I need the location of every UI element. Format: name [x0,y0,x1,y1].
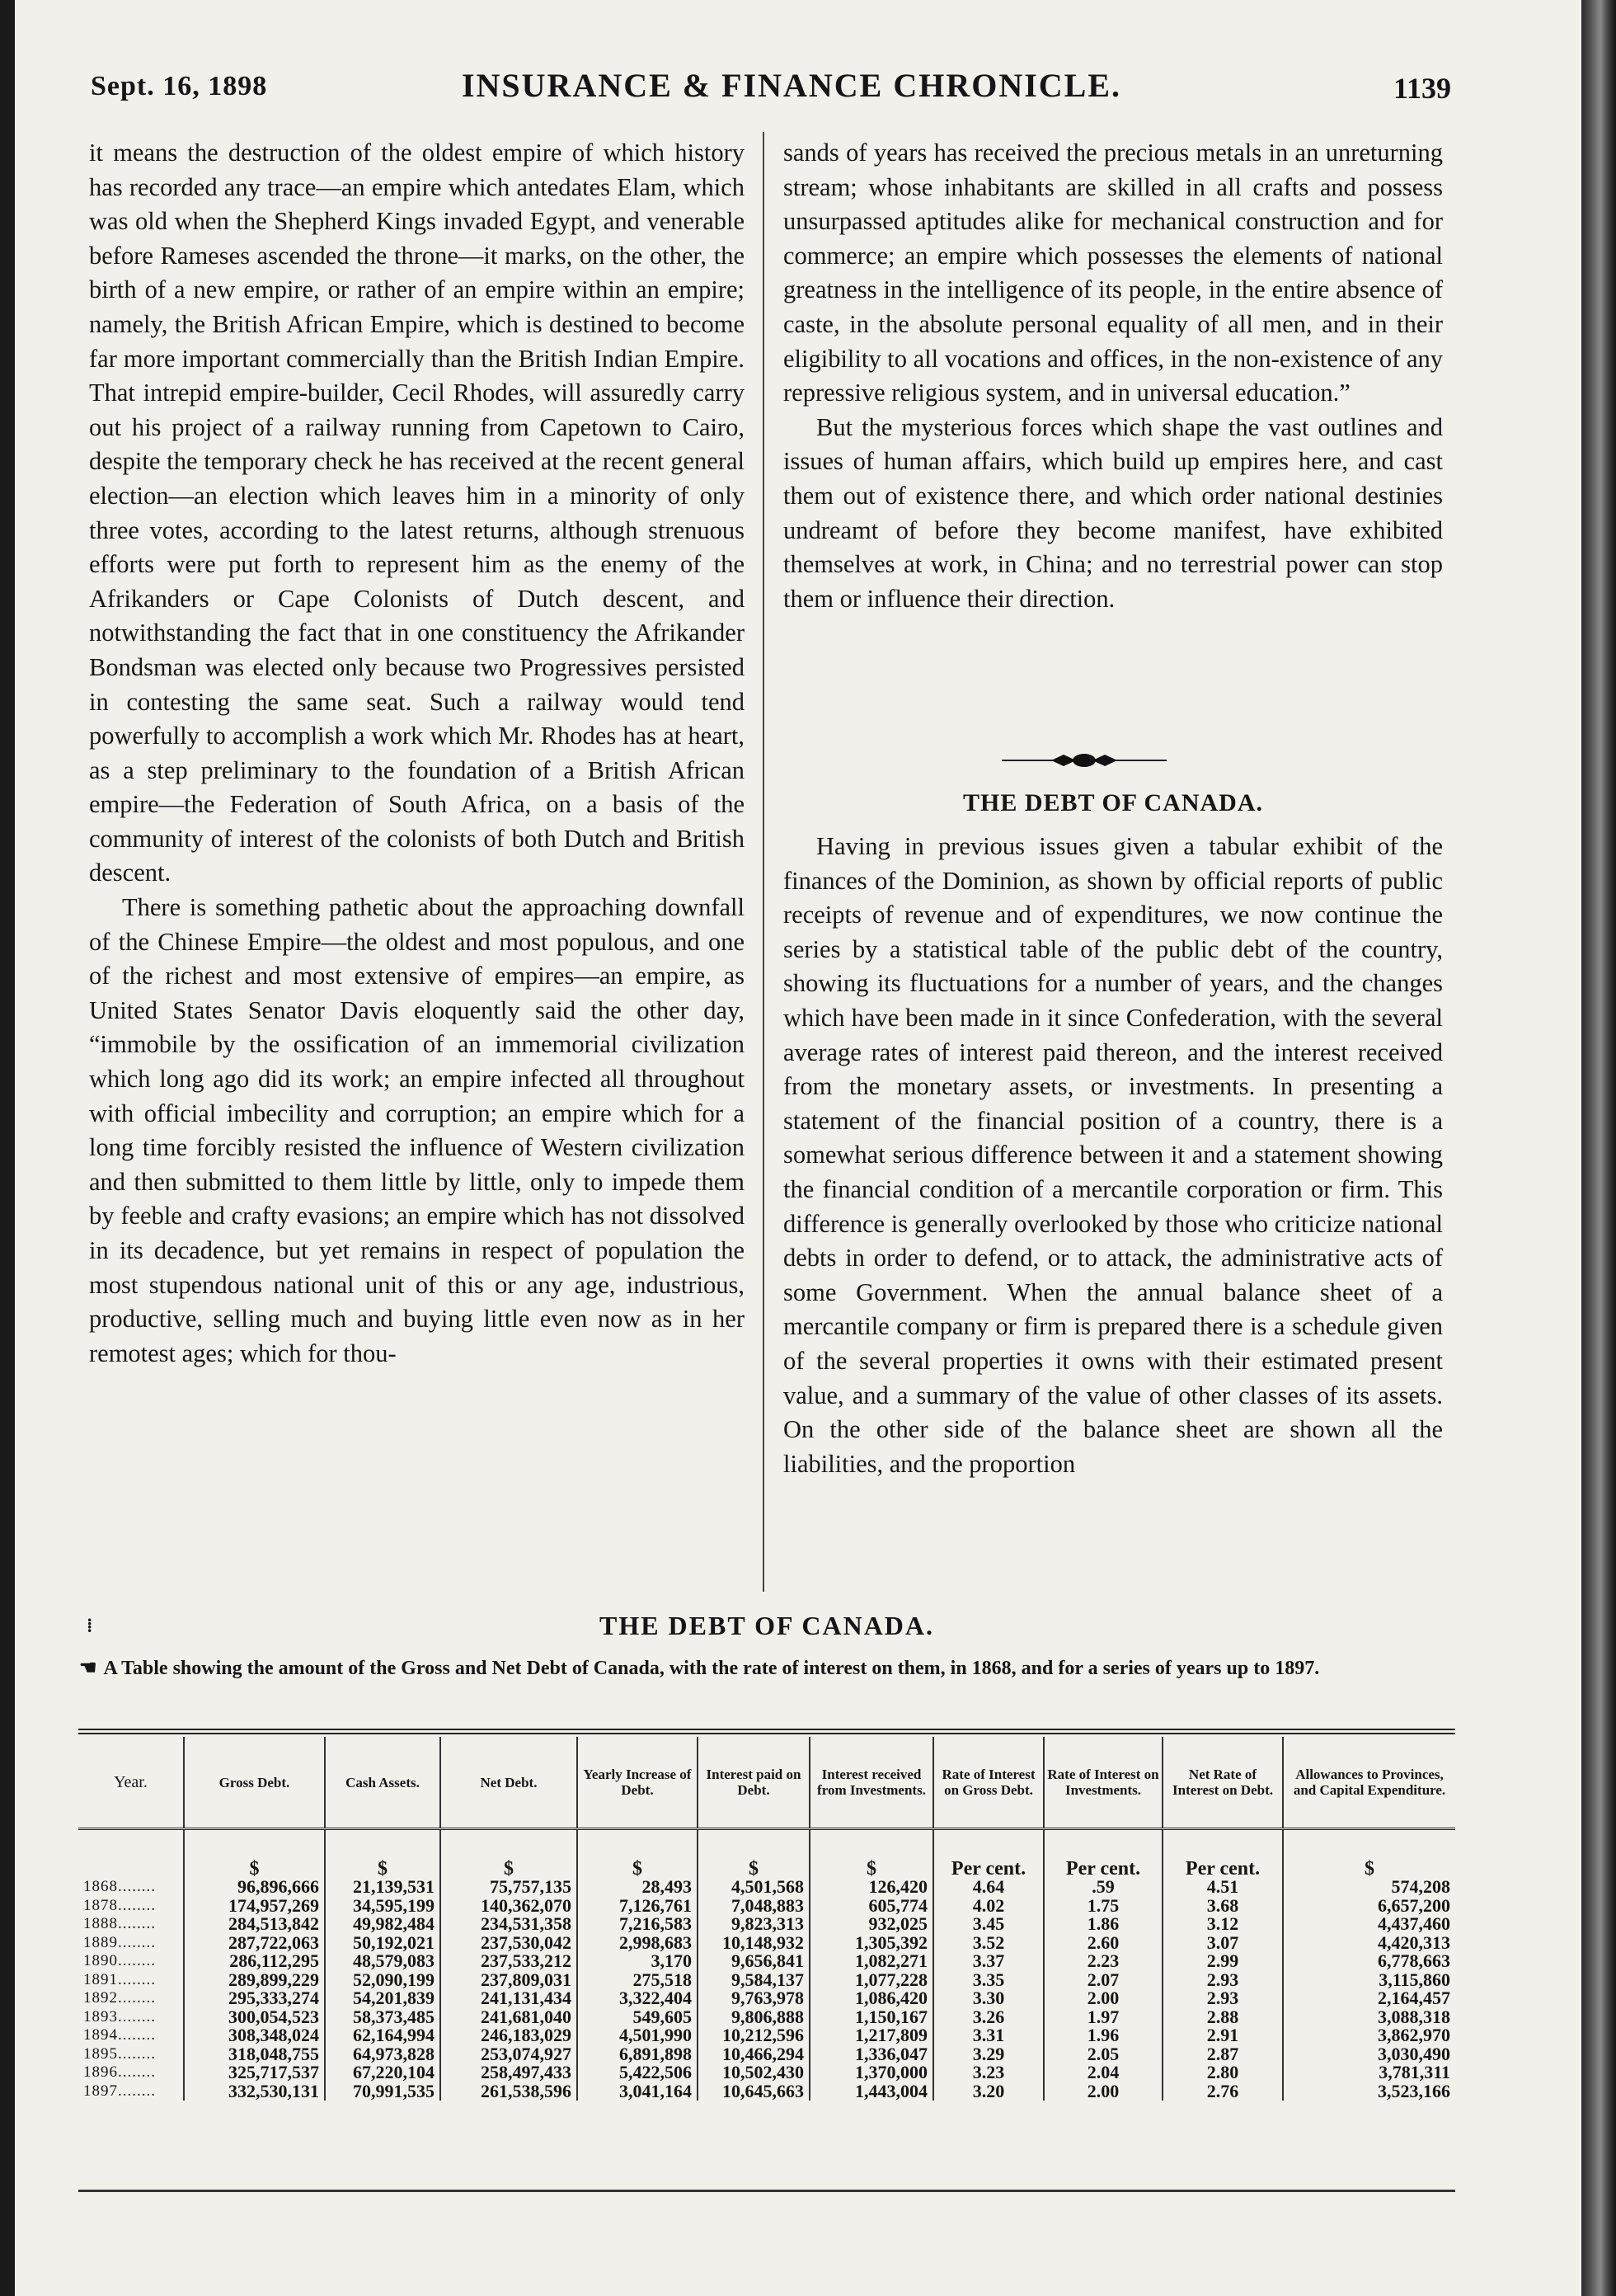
unit-cell: Per cent. [933,1829,1044,1879]
column-header: Net Debt. [440,1737,577,1829]
table-cell: 3.37 [933,1952,1044,1971]
table-cell: 126,420 [810,1878,933,1897]
table-cell: 332,530,131 [184,2082,325,2101]
unit-cell: $ [184,1829,325,1879]
table-cell: 70,991,535 [325,2082,440,2101]
table-row [78,2063,1455,2082]
table-cell: 574,208 [1391,1876,1450,1897]
table-cell: 4,501,990 [577,2026,698,2045]
table-cell: 2.07 [1044,1971,1163,1990]
table-cell: 9,806,888 [698,2008,810,2027]
column-header: Cash Assets. [325,1737,440,1829]
table-cell: 3.52 [933,1934,1044,1953]
table-cell: 3.07 [1163,1934,1283,1953]
table-cell: 3,862,970 [1378,2025,1450,2045]
unit-cell [78,1829,184,1879]
pointing-hand-icon: ☚ [79,1658,97,1679]
table-cell: 6,657,200 [1378,1894,1450,1916]
issue-date: Sept. 16, 1898 [91,71,268,101]
table-cell: 75,757,135 [440,1878,577,1897]
left-paragraph-1: it means the destruction of the oldest empire of which history has recorded any trace—an empire which antedates Elam, which was old when the Shepherd Kings invaded Egypt, and venerable before Rameses ascended the throne—it marks, on the other, the birth of a new empire, or rather of an empire within an empire; namely, the British African Empire, which is destined to become far more important commercially than the British Indian Empire. That intrepid empire-builder, Cecil Rhodes, will assuredly carry out his project of a railway running from Capetown to Cairo, despite the temporary check he has received at the recent general election—an election which leaves him in a minority of only three votes, according to the latest returns, although strenuous efforts were put forth to represent him as the enemy of the Afrikanders or Cape Colonists of Dutch descent, and notwithstanding the fact that in one constituency the Afrikander Bondsman was elected only because two Progressives persisted in contesting the same seat. Such a railway would tend powerfully to accomplish a work which Mr. Rhodes has at heart, as a step preliminary to the foundation of a British African empire—the Federation of South Africa, on a basis of the community of interest of the colonists of both Dutch and British descent. [89,139,745,887]
table-row [78,1971,1455,1990]
table-cell: 5,422,506 [577,2063,698,2082]
table-top-rule-2 [78,1733,1455,1734]
table-cell: 237,530,042 [440,1934,577,1953]
table-cell: 9,763,978 [698,1989,810,2008]
debt-article-paragraph: Having in previous issues given a tabular exhibit of the finances of the Dominion, as shown by official reports of public receipts of revenue and of expenditures, we now continue the series by a statistical table of the public debt of the country, showing its fluctuations for a number of years, and the changes which have been made in it since Confederation, with the several average rates of interest paid thereon, and the interest received from the monetary assets, or investments. In presenting a statement of the financial position of a country, there is a somewhat serious difference between it and a statement showing the financial condition of a mercantile corporation or firm. This difference is generally overlooked by those who criticize national debts in order to defend, or to attack, the administrative acts of some Government. When the annual balance sheet of a mercantile company or firm is prepared there is a schedule given of the several properties it owns with their estimated present value, and a summary of the value of other classes of its assets. On the other side of the balance sheet are shown all the liabilities, and the proportion [783,832,1443,1478]
table-cell: 52,090,199 [325,1971,440,1990]
column-header: Rate of Interest on Investments. [1044,1737,1163,1829]
table-cell: 2.00 [1044,2082,1163,2101]
year-cell: 1892........ [78,1989,184,2008]
table-cell: 3.45 [933,1915,1044,1934]
table-row [78,1915,1455,1934]
unit-cell: $ [1283,1829,1455,1879]
table-cell: 2,164,457 [1378,1988,1450,2008]
column-header: Yearly Increase of Debt. [577,1737,698,1829]
table-row [78,2026,1455,2045]
table-cell: 9,823,313 [698,1915,810,1934]
table-cell: 253,074,927 [440,2045,577,2064]
table-cell: 234,531,358 [440,1915,577,1934]
table-cell: 2.23 [1044,1952,1163,1971]
column-header: Net Rate of Interest on Debt. [1163,1737,1283,1829]
table-cell: 2.05 [1044,2045,1163,2064]
left-column [89,136,745,1371]
table-top-rule [78,1729,1455,1730]
table-cell: 3,115,860 [1379,1969,1450,1990]
table-cell: 3.29 [933,2045,1044,2064]
table-cell: 28,493 [577,1878,698,1897]
table-cell: 3.30 [933,1989,1044,2008]
table-cell: 1,443,004 [810,2082,933,2101]
section-ornament [1002,748,1167,773]
table-row [78,2008,1455,2027]
table-cell: 2.80 [1163,2063,1283,2082]
table-cell: 1.96 [1044,2026,1163,2045]
table-cell: 2.60 [1044,1934,1163,1953]
table-cell: 7,126,761 [577,1897,698,1916]
table-row [78,1989,1455,2008]
table-cell: 2,998,683 [577,1934,698,1953]
table-cell: 2.91 [1163,2026,1283,2045]
table-cell: 6,778,663 [1378,1950,1450,1971]
table-cell: 605,774 [810,1897,933,1916]
year-cell: 1893........ [78,2008,184,2027]
table-cell: 48,579,083 [325,1952,440,1971]
year-cell: 1894........ [78,2026,184,2045]
table-cell: 1,336,047 [810,2045,933,2064]
table-cell: 2.99 [1163,1952,1283,1971]
table-row [78,2082,1455,2101]
table-bottom-rule [78,2190,1455,2192]
table-cell: 258,497,433 [440,2063,577,2082]
table-cell: 3.35 [933,1971,1044,1990]
table-cell: 96,896,666 [184,1878,325,1897]
table-cell: 237,809,031 [440,1971,577,1990]
table-cell: 261,538,596 [440,2082,577,2101]
table-cell: 284,513,842 [184,1915,325,1934]
table-cell: 7,048,883 [698,1897,810,1916]
table-cell: 1,150,167 [810,2008,933,2027]
year-cell: 1868........ [78,1878,184,1897]
table-cell: 318,048,755 [184,2045,325,2064]
column-header: Interest received from Investments. [810,1737,933,1829]
table-row [78,1952,1455,1971]
publication-title: INSURANCE & FINANCE CHRONICLE. [461,67,1122,104]
table-cell: 2.93 [1163,1971,1283,1990]
table-cell: 300,054,523 [184,2008,325,2027]
table-cell: 3,170 [577,1952,698,1971]
table-cell: 58,373,485 [325,2008,440,2027]
table-cell: 3,030,490 [1378,2043,1450,2064]
table-cell: 1.97 [1044,2008,1163,2027]
section-title: THE DEBT OF CANADA. [962,789,1264,816]
table-cell: 4,437,460 [1378,1913,1450,1934]
table-cell: 3.31 [933,2026,1044,2045]
table-cell: 2.76 [1163,2082,1283,2101]
table-cell: 140,362,070 [440,1897,577,1916]
table-row [78,1934,1455,1953]
year-cell: 1897........ [78,2082,184,2101]
table-cell: 275,518 [577,1971,698,1990]
table-header-row [78,1737,1455,1829]
table-row [78,1897,1455,1916]
table-cell: .59 [1044,1878,1163,1897]
year-cell: 1896........ [78,2063,184,2082]
table-cell: 4,501,568 [698,1878,810,1897]
table-cell: 246,183,029 [440,2026,577,2045]
table-cell: 3.20 [933,2082,1044,2101]
table-cell: 4.51 [1163,1878,1283,1897]
plate-mark: ⁞ [87,1615,93,1635]
year-cell: 1895........ [78,2045,184,2064]
table-cell: 2.93 [1163,1989,1283,2008]
table-cell: 6,891,898 [577,2045,698,2064]
table-cell: 2.88 [1163,2008,1283,2027]
page-number: 1139 [1393,72,1451,105]
table-cell: 308,348,024 [184,2026,325,2045]
debt-table [78,1737,1455,2101]
table-cell: 54,201,839 [325,1989,440,2008]
unit-cell: Per cent. [1163,1829,1283,1879]
table-cell: 3,523,166 [1378,2080,1450,2101]
table-cell: 2.04 [1044,2063,1163,2082]
table-body [78,1829,1455,2101]
debt-table-container [78,1737,1455,2199]
table-cell: 1,077,228 [810,1971,933,1990]
year-cell: 1888........ [78,1915,184,1934]
table-cell: 9,584,137 [698,1971,810,1990]
year-cell: 1878........ [78,1897,184,1916]
year-cell: 1890........ [78,1952,184,1971]
table-caption [79,1656,1464,1681]
table-cell: 62,164,994 [325,2026,440,2045]
table-cell: 2.00 [1044,1989,1163,2008]
unit-cell: $ [325,1829,440,1879]
table-cell: 4.02 [933,1897,1044,1916]
table-cell: 1,217,809 [810,2026,933,2045]
table-cell: 549,605 [577,2008,698,2027]
column-header: Gross Debt. [184,1737,325,1829]
table-cell: 10,466,294 [698,2045,810,2064]
table-cell: 3,322,404 [577,1989,698,2008]
table-cell: 286,112,295 [184,1952,325,1971]
unit-cell: $ [698,1829,810,1879]
table-cell: 64,973,828 [325,2045,440,2064]
table-cell: 50,192,021 [325,1934,440,1953]
unit-cell: Per cent. [1044,1829,1163,1879]
table-cell: 1,370,000 [810,2063,933,2082]
table-cell: 10,148,932 [698,1934,810,1953]
year-cell: 1889........ [78,1934,184,1953]
right-paragraph-2: But the mysterious forces which shape the vast outlines and issues of human affairs, which build up empires here, and cast them out of existence there, and which order national destinies undreamt of before they become manifest, have exhibited themselves at work, in China; and no terrestrial power can stop them or influence their direction. [783,412,1443,613]
right-paragraph-1: sands of years has received the precious metals in an unreturning stream; whose inhabitants are skilled in all crafts and possess unsurpassed aptitudes alike for mechanical construction and for commerce; an empire which possesses the elements of national greatness in the intelligence of its people, in the entire absence of caste, in the absolute personal equality of all men, and in their eligibility to all vocations and offices, in the non-existence of any repressive religious system, and in universal education.” [783,139,1443,407]
table-cell: 241,131,434 [440,1989,577,2008]
table-cell: 3,088,318 [1378,2006,1450,2027]
table-cell: 3.26 [933,2008,1044,2027]
table-cell: 932,025 [810,1915,933,1934]
table-cell: 3,041,164 [577,2082,698,2101]
table-cell: 10,212,596 [698,2026,810,2045]
table-cell: 289,899,229 [184,1971,325,1990]
table-cell: 10,502,430 [698,2063,810,2082]
table-cell: 1.75 [1044,1897,1163,1916]
unit-cell: $ [440,1829,577,1879]
column-header: Year. [78,1737,184,1829]
table-cell: 3.23 [933,2063,1044,2082]
table-cell: 7,216,583 [577,1915,698,1934]
table-cell: 174,957,269 [184,1897,325,1916]
column-divider [763,132,764,1592]
page-binding-edge [1581,0,1616,2296]
year-cell: 1891........ [78,1971,184,1990]
table-row [78,1878,1455,1897]
units-row [78,1829,1455,1879]
table-cell: 3,781,311 [1379,2062,1450,2082]
column-header: Allowances to Provinces, and Capital Expenditure. [1293,1767,1446,1798]
table-cell: 237,533,212 [440,1952,577,1971]
table-cell: 4,420,313 [1378,1931,1450,1953]
table-cell: 1,082,271 [810,1952,933,1971]
table-cell: 67,220,104 [325,2063,440,2082]
table-cell: 10,645,663 [698,2082,810,2101]
table-caption-text: A Table showing the amount of the Gross and Net Debt of Canada, with the rate of interest on them, in 1868, and for a series of years up to 1897. [103,1658,1320,1679]
table-cell: 325,717,537 [184,2063,325,2082]
table-cell: 1,305,392 [810,1934,933,1953]
table-cell: 1,086,420 [810,1989,933,2008]
table-cell: 49,982,484 [325,1915,440,1934]
table-cell: 4.64 [933,1878,1044,1897]
table-cell: 1.86 [1044,1915,1163,1934]
table-cell: 2.87 [1163,2045,1283,2064]
table-cell: 21,139,531 [325,1878,440,1897]
table-cell: 295,333,274 [184,1989,325,2008]
left-paragraph-2: There is something pathetic about the approaching downfall of the Chinese Empire—the oldest and most populous, and one of the richest and most extensive of empires—an empire, as United States Senator Davis eloquently said the other day, “immobile by the ossification of an immemorial civilization which long ago did its work; an empire infected all throughout with official imbecility and corruption; an empire which for a long time forcibly resisted the influence of Western civilization and then submitted to them little by little, only to impede them by feeble and crafty evasions; an empire which has not dissolved in its decadence, but yet remains in respect of population the most stupendous national unit of this or any age, industrious, productive, selling much and buying little even now as in her remotest ages; which for thou- [89,893,745,1367]
debt-article [783,830,1443,1481]
unit-cell: $ [577,1829,698,1879]
unit-cell: $ [810,1829,933,1879]
table-title: THE DEBT OF CANADA. [599,1611,935,1640]
column-header: Rate of Interest on Gross Debt. [933,1737,1044,1829]
column-header: Interest paid on Debt. [698,1737,810,1829]
page-header [91,66,1451,115]
table-cell: 241,681,040 [440,2008,577,2027]
table-cell: 3.12 [1163,1915,1283,1934]
table-cell: 9,656,841 [698,1952,810,1971]
table-cell: 34,595,199 [325,1897,440,1916]
right-column [783,136,1443,616]
table-row [78,2045,1455,2064]
table-cell: 287,722,063 [184,1934,325,1953]
table-cell: 3.68 [1163,1897,1283,1916]
